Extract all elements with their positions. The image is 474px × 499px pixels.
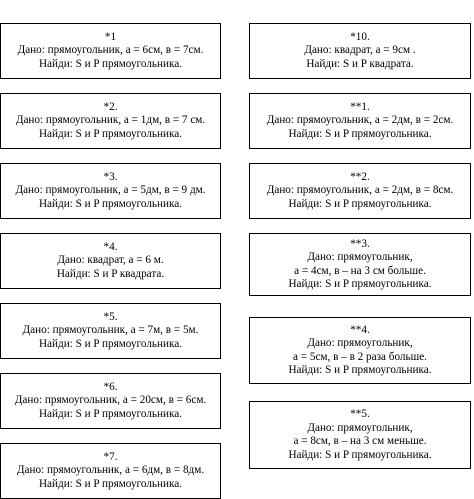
task-number: *4.: [103, 240, 118, 253]
task-number: *1: [104, 30, 117, 43]
task-number: *5.: [103, 310, 118, 323]
task-card-double-4: [249, 317, 471, 384]
task-given: Дано: прямоугольник, а = 2дм, в = 2см.: [266, 114, 454, 127]
task-given: Дано: прямоугольник,: [307, 421, 413, 434]
task-find: Найди: S и P квадрата.: [56, 267, 165, 280]
task-card-double-5: [249, 401, 471, 469]
task-find: Найди: S и P прямоугольника.: [38, 477, 183, 490]
task-number: *7.: [103, 450, 118, 463]
task-find: Найди: S и P прямоугольника.: [38, 337, 183, 350]
task-number: **3.: [350, 237, 370, 250]
task-card-5: [0, 303, 221, 359]
task-card-6: [0, 373, 221, 429]
task-card-3: [0, 163, 221, 219]
task-find: Найди: S и P прямоугольника.: [288, 278, 432, 290]
task-given: Дано: прямоугольник, а = 5дм, в = 9 дм.: [15, 184, 206, 197]
task-find: Найди: S и P прямоугольника.: [38, 197, 183, 210]
task-condition: а = 4см, в – на 3 см больше.: [294, 264, 426, 277]
task-find: Найди: S и P прямоугольника.: [38, 407, 183, 420]
task-find: Найди: S и P прямоугольника.: [288, 127, 432, 140]
task-number: *6.: [103, 380, 118, 393]
task-find: Найди: S и P квадрата.: [306, 57, 414, 70]
task-card-double-3: [249, 233, 471, 296]
task-find: Найди: S и P прямоугольника.: [288, 364, 432, 376]
task-given: Дано: прямоугольник,: [307, 251, 413, 263]
task-given: Дано: прямоугольник, а = 6дм, в = 8дм.: [16, 464, 205, 477]
task-card-double-2: [249, 163, 471, 219]
task-find: Найди: S и P прямоугольника.: [288, 197, 432, 210]
task-find: Найди: S и P прямоугольника.: [38, 127, 183, 140]
task-number: *2.: [103, 100, 118, 113]
task-card-1: [0, 23, 221, 79]
task-number: **5.: [350, 408, 370, 420]
task-given: Дано: прямоугольник, а = 1дм, в = 7 см.: [15, 114, 206, 127]
task-given: Дано: прямоугольник, а = 6см, в = 7см.: [17, 44, 204, 57]
task-number: **1.: [350, 100, 370, 113]
task-given: Дано: квадрат, а = 6 м.: [57, 254, 164, 267]
task-find: Найди: S и P прямоугольника.: [288, 448, 432, 461]
task-card-2: [0, 93, 221, 149]
task-number: *10.: [350, 30, 370, 43]
task-number: *3.: [103, 170, 118, 183]
task-condition: а = 5см, в – в 2 раза больше.: [293, 350, 427, 363]
task-card-10: [249, 23, 471, 79]
task-given: Дано: прямоугольник,: [307, 337, 413, 349]
task-card-7: [0, 443, 221, 499]
task-card-double-1: [249, 93, 471, 149]
task-number: **2.: [350, 170, 370, 183]
task-given: Дано: квадрат, а = 9см .: [304, 44, 416, 57]
task-card-4: [0, 233, 221, 289]
task-number: **4.: [350, 323, 370, 336]
task-given: Дано: прямоугольник, а = 2дм, в = 8см.: [266, 184, 454, 197]
task-condition: а = 8см, в – на 3 см меньше.: [293, 435, 427, 447]
task-given: Дано: прямоугольник, а = 7м, в = 5м.: [22, 324, 199, 337]
task-find: Найди: S и P прямоугольника.: [38, 57, 183, 70]
task-given: Дано: прямоугольник, а = 20см, в = 6см.: [14, 394, 207, 407]
